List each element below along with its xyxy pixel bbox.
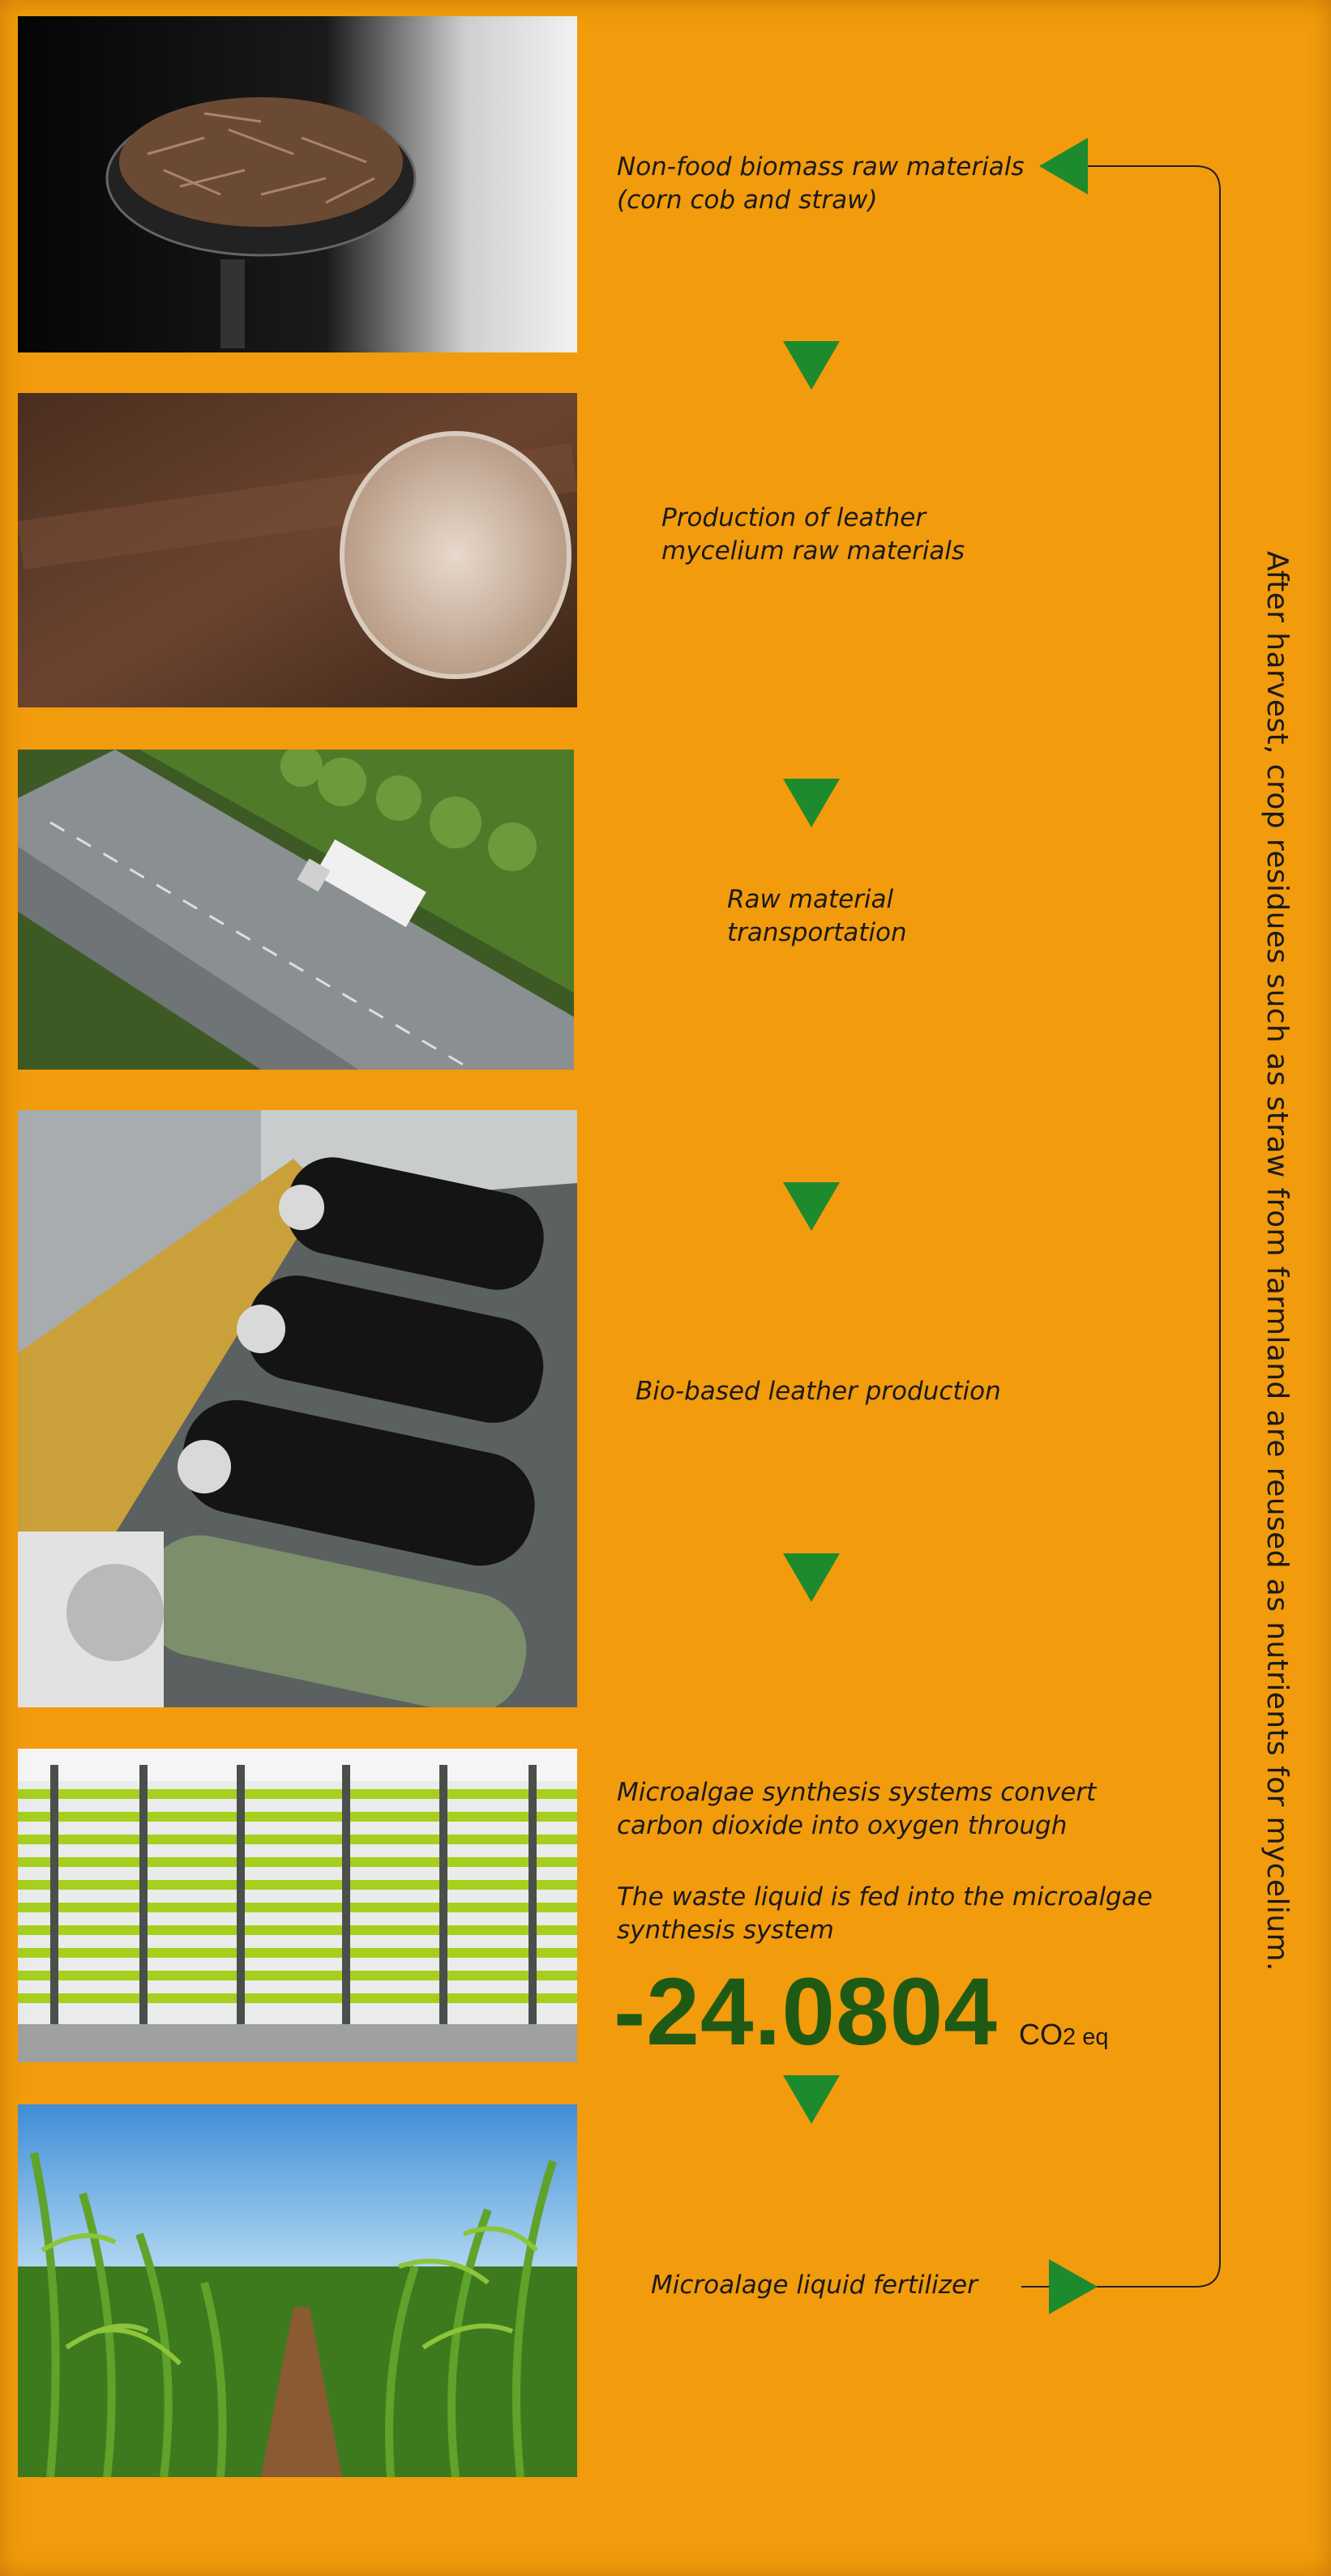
step-label-leather-production: Bio-based leather production — [636, 1377, 1001, 1406]
highway-truck-photo — [18, 750, 574, 1070]
down-arrow-icon — [783, 1553, 840, 1602]
left-arrow-icon — [1039, 138, 1088, 194]
microalgae-tubes-photo — [18, 1749, 577, 2062]
step-label-waste-liquid: The waste liquid is fed into the microalgae synthesis system — [617, 1882, 1153, 1945]
down-arrow-icon — [783, 341, 840, 390]
step-label-fertilizer: Microalage liquid fertilizer — [651, 2271, 978, 2300]
unit-main: CO — [1019, 2018, 1063, 2051]
unit-tail: eq — [1076, 2024, 1109, 2050]
down-arrow-icon — [783, 779, 840, 827]
emission-unit — [1019, 2018, 1108, 2052]
down-arrow-icon — [783, 2075, 840, 2124]
biomass-dish-photo — [18, 16, 577, 352]
side-note: After harvest, crop residues such as straw from farmland are reused as nutrients for mycelium. — [1260, 551, 1294, 1972]
step-label-biomass: Non-food biomass raw materials (corn cob and straw) — [617, 152, 1025, 215]
down-arrow-icon — [783, 1182, 840, 1231]
leather-rollers-photo — [18, 1110, 577, 1707]
step-label-transportation: Raw material transportation — [727, 885, 907, 947]
right-arrow-icon — [1049, 2259, 1098, 2314]
unit-sub: 2 — [1063, 2024, 1076, 2050]
emission-value: -24.0804 — [614, 1959, 998, 2065]
mycelium-dish-photo — [18, 393, 577, 707]
step-label-mycelium: Production of leather mycelium raw materials — [661, 503, 965, 566]
step-label-microalgae-synthesis: Microalgae synthesis systems convert carbon dioxide into oxygen through — [617, 1778, 1097, 1840]
cornfield-photo — [18, 2104, 577, 2477]
